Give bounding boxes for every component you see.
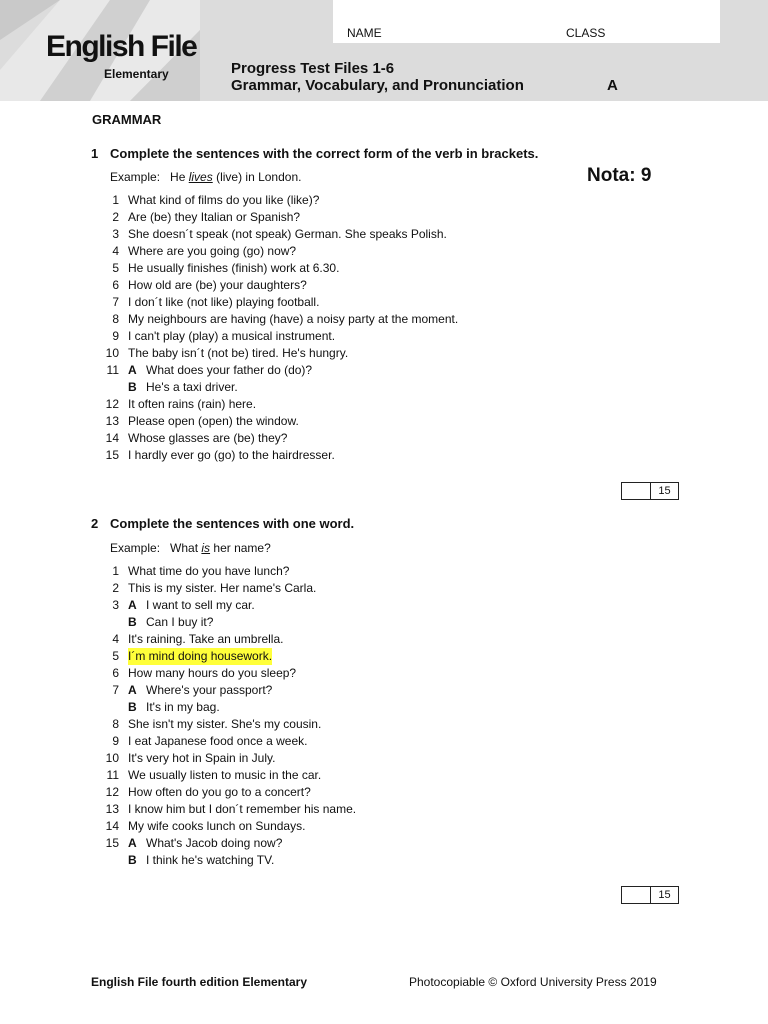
- question-number: 1: [91, 146, 99, 161]
- item-number: 13: [105, 414, 119, 428]
- item-number: 8: [112, 312, 119, 326]
- list-item: [0, 413, 768, 430]
- question-instruction: Complete the sentences with one word.: [110, 516, 355, 531]
- item-number: 15: [105, 448, 119, 462]
- item-text: I want to sell my car.: [146, 598, 255, 612]
- list-item: [0, 801, 768, 818]
- list-item: [0, 243, 768, 260]
- item-number: 14: [105, 431, 119, 445]
- list-item: [0, 192, 768, 209]
- item-speaker: B: [128, 700, 137, 714]
- item-number: 6: [112, 278, 119, 292]
- item-text: It's raining. Take an umbrella.: [128, 632, 284, 646]
- item-number: 12: [105, 785, 119, 799]
- item-text: It's in my bag.: [146, 700, 220, 714]
- item-text: How old are (be) your daughters?: [128, 278, 307, 292]
- list-item: [0, 614, 768, 631]
- list-item: [0, 767, 768, 784]
- list-item: [0, 699, 768, 716]
- name-label: NAME: [347, 26, 382, 40]
- example-answer: lives: [188, 170, 213, 184]
- list-item: [0, 665, 768, 682]
- item-speaker: A: [128, 836, 137, 850]
- item-number: 1: [112, 564, 119, 578]
- list-item: [0, 447, 768, 464]
- item-text: I know him but I don´t remember his name.: [128, 802, 357, 816]
- item-text: I think he's watching TV.: [146, 853, 275, 867]
- list-item: [0, 597, 768, 614]
- item-number: 12: [105, 397, 119, 411]
- item-number: 5: [112, 261, 119, 275]
- list-item: [0, 277, 768, 294]
- example-after: (live) in London.: [216, 170, 302, 184]
- item-text: What kind of films do you like (like)?: [128, 193, 320, 207]
- question-1-score-box: [621, 482, 679, 500]
- item-text: I´m mind doing housework.: [128, 649, 273, 663]
- logo-title: English File: [46, 30, 197, 63]
- item-text: What time do you have lunch?: [128, 564, 290, 578]
- item-number: 14: [105, 819, 119, 833]
- item-text: How often do you go to a concert?: [128, 785, 311, 799]
- question-1-heading: [91, 146, 538, 161]
- test-subtitle: Grammar, Vocabulary, and Pronunciation: [231, 77, 524, 94]
- item-text: Can I buy it?: [146, 615, 214, 629]
- item-text: How many hours do you sleep?: [128, 666, 297, 680]
- logo-subtitle: Elementary: [104, 67, 169, 81]
- item-speaker: A: [128, 598, 137, 612]
- list-item: [0, 563, 768, 580]
- question-1-example: [110, 170, 301, 184]
- test-version: A: [607, 77, 618, 94]
- list-item: [0, 648, 768, 665]
- list-item: [0, 430, 768, 447]
- item-number: 9: [112, 734, 119, 748]
- item-number: 2: [112, 210, 119, 224]
- list-item: [0, 328, 768, 345]
- list-item: [0, 750, 768, 767]
- item-speaker: A: [128, 683, 137, 697]
- item-text: This is my sister. Her name's Carla.: [128, 581, 317, 595]
- item-number: 5: [112, 649, 119, 663]
- item-text: Where's your passport?: [146, 683, 273, 697]
- item-text: I don´t like (not like) playing football.: [128, 295, 320, 309]
- item-text: It often rains (rain) here.: [128, 397, 257, 411]
- list-item: [0, 580, 768, 597]
- question-2-items: [0, 563, 768, 869]
- item-text: He usually finishes (finish) work at 6.30.: [128, 261, 340, 275]
- item-number: 15: [105, 836, 119, 850]
- list-item: [0, 818, 768, 835]
- item-number: 10: [105, 346, 119, 360]
- item-number: 3: [112, 598, 119, 612]
- item-number: 7: [112, 683, 119, 697]
- name-class-box: [333, 0, 720, 43]
- item-number: 4: [112, 244, 119, 258]
- item-number: 3: [112, 227, 119, 241]
- list-item: [0, 379, 768, 396]
- example-label: Example:: [110, 170, 161, 184]
- item-number: 1: [112, 193, 119, 207]
- question-instruction: Complete the sentences with the correct form of the verb in brackets.: [110, 146, 539, 161]
- item-number: 6: [112, 666, 119, 680]
- list-item: [0, 311, 768, 328]
- test-title: Progress Test Files 1-6: [231, 60, 395, 77]
- list-item: [0, 294, 768, 311]
- item-number: 7: [112, 295, 119, 309]
- list-item: [0, 260, 768, 277]
- question-2-example: [110, 541, 271, 555]
- item-number: 10: [105, 751, 119, 765]
- item-text: Please open (open) the window.: [128, 414, 299, 428]
- list-item: [0, 226, 768, 243]
- item-text: I eat Japanese food once a week.: [128, 734, 308, 748]
- item-text: What does your father do (do)?: [146, 363, 313, 377]
- question-2-score-box: [621, 886, 679, 904]
- item-text: What's Jacob doing now?: [146, 836, 283, 850]
- list-item: [0, 733, 768, 750]
- example-label: Example:: [110, 541, 161, 555]
- item-text: My wife cooks lunch on Sundays.: [128, 819, 306, 833]
- item-text: Are (be) they Italian or Spanish?: [128, 210, 301, 224]
- item-text: It's very hot in Spain in July.: [128, 751, 276, 765]
- question-2-heading: [91, 516, 354, 531]
- list-item: [0, 852, 768, 869]
- item-number: 13: [105, 802, 119, 816]
- item-text: She doesn´t speak (not speak) German. She speaks Polish.: [128, 227, 447, 241]
- list-item: [0, 631, 768, 648]
- example-before: He: [170, 170, 186, 184]
- list-item: [0, 362, 768, 379]
- item-number: 4: [112, 632, 119, 646]
- item-text: Whose glasses are (be) they?: [128, 431, 288, 445]
- list-item: [0, 716, 768, 733]
- item-text: I can't play (play) a musical instrument.: [128, 329, 336, 343]
- footer-title: English File fourth edition Elementary: [91, 975, 308, 989]
- score-total: 15: [658, 889, 671, 901]
- list-item: [0, 835, 768, 852]
- class-label: CLASS: [566, 26, 606, 40]
- item-speaker: B: [128, 853, 137, 867]
- item-number: 2: [112, 581, 119, 595]
- list-item: [0, 784, 768, 801]
- item-number: 9: [112, 329, 119, 343]
- item-text: Where are you going (go) now?: [128, 244, 297, 258]
- item-text: My neighbours are having (have) a noisy party at the moment.: [128, 312, 459, 326]
- list-item: [0, 682, 768, 699]
- item-text: I hardly ever go (go) to the hairdresser.: [128, 448, 335, 462]
- list-item: [0, 209, 768, 226]
- list-item: [0, 345, 768, 362]
- item-text: We usually listen to music in the car.: [128, 768, 322, 782]
- item-number: 11: [106, 363, 119, 377]
- example-answer: is: [201, 541, 211, 555]
- example-after: her name?: [213, 541, 271, 555]
- section-heading: GRAMMAR: [92, 112, 162, 127]
- question-number: 2: [91, 516, 99, 531]
- item-number: 11: [106, 768, 119, 782]
- item-text: She isn't my sister. She's my cousin.: [128, 717, 322, 731]
- grade-annotation: Nota: 9: [587, 165, 652, 186]
- footer-copyright: Photocopiable © Oxford University Press 2019: [409, 975, 657, 989]
- item-speaker: B: [128, 380, 137, 394]
- example-before: What: [170, 541, 199, 555]
- list-item: [0, 396, 768, 413]
- item-number: 8: [112, 717, 119, 731]
- score-total: 15: [658, 485, 671, 497]
- item-text: The baby isn´t (not be) tired. He's hungry.: [128, 346, 349, 360]
- item-text: He's a taxi driver.: [146, 380, 238, 394]
- item-speaker: B: [128, 615, 137, 629]
- question-1-items: [0, 192, 768, 464]
- item-speaker: A: [128, 363, 137, 377]
